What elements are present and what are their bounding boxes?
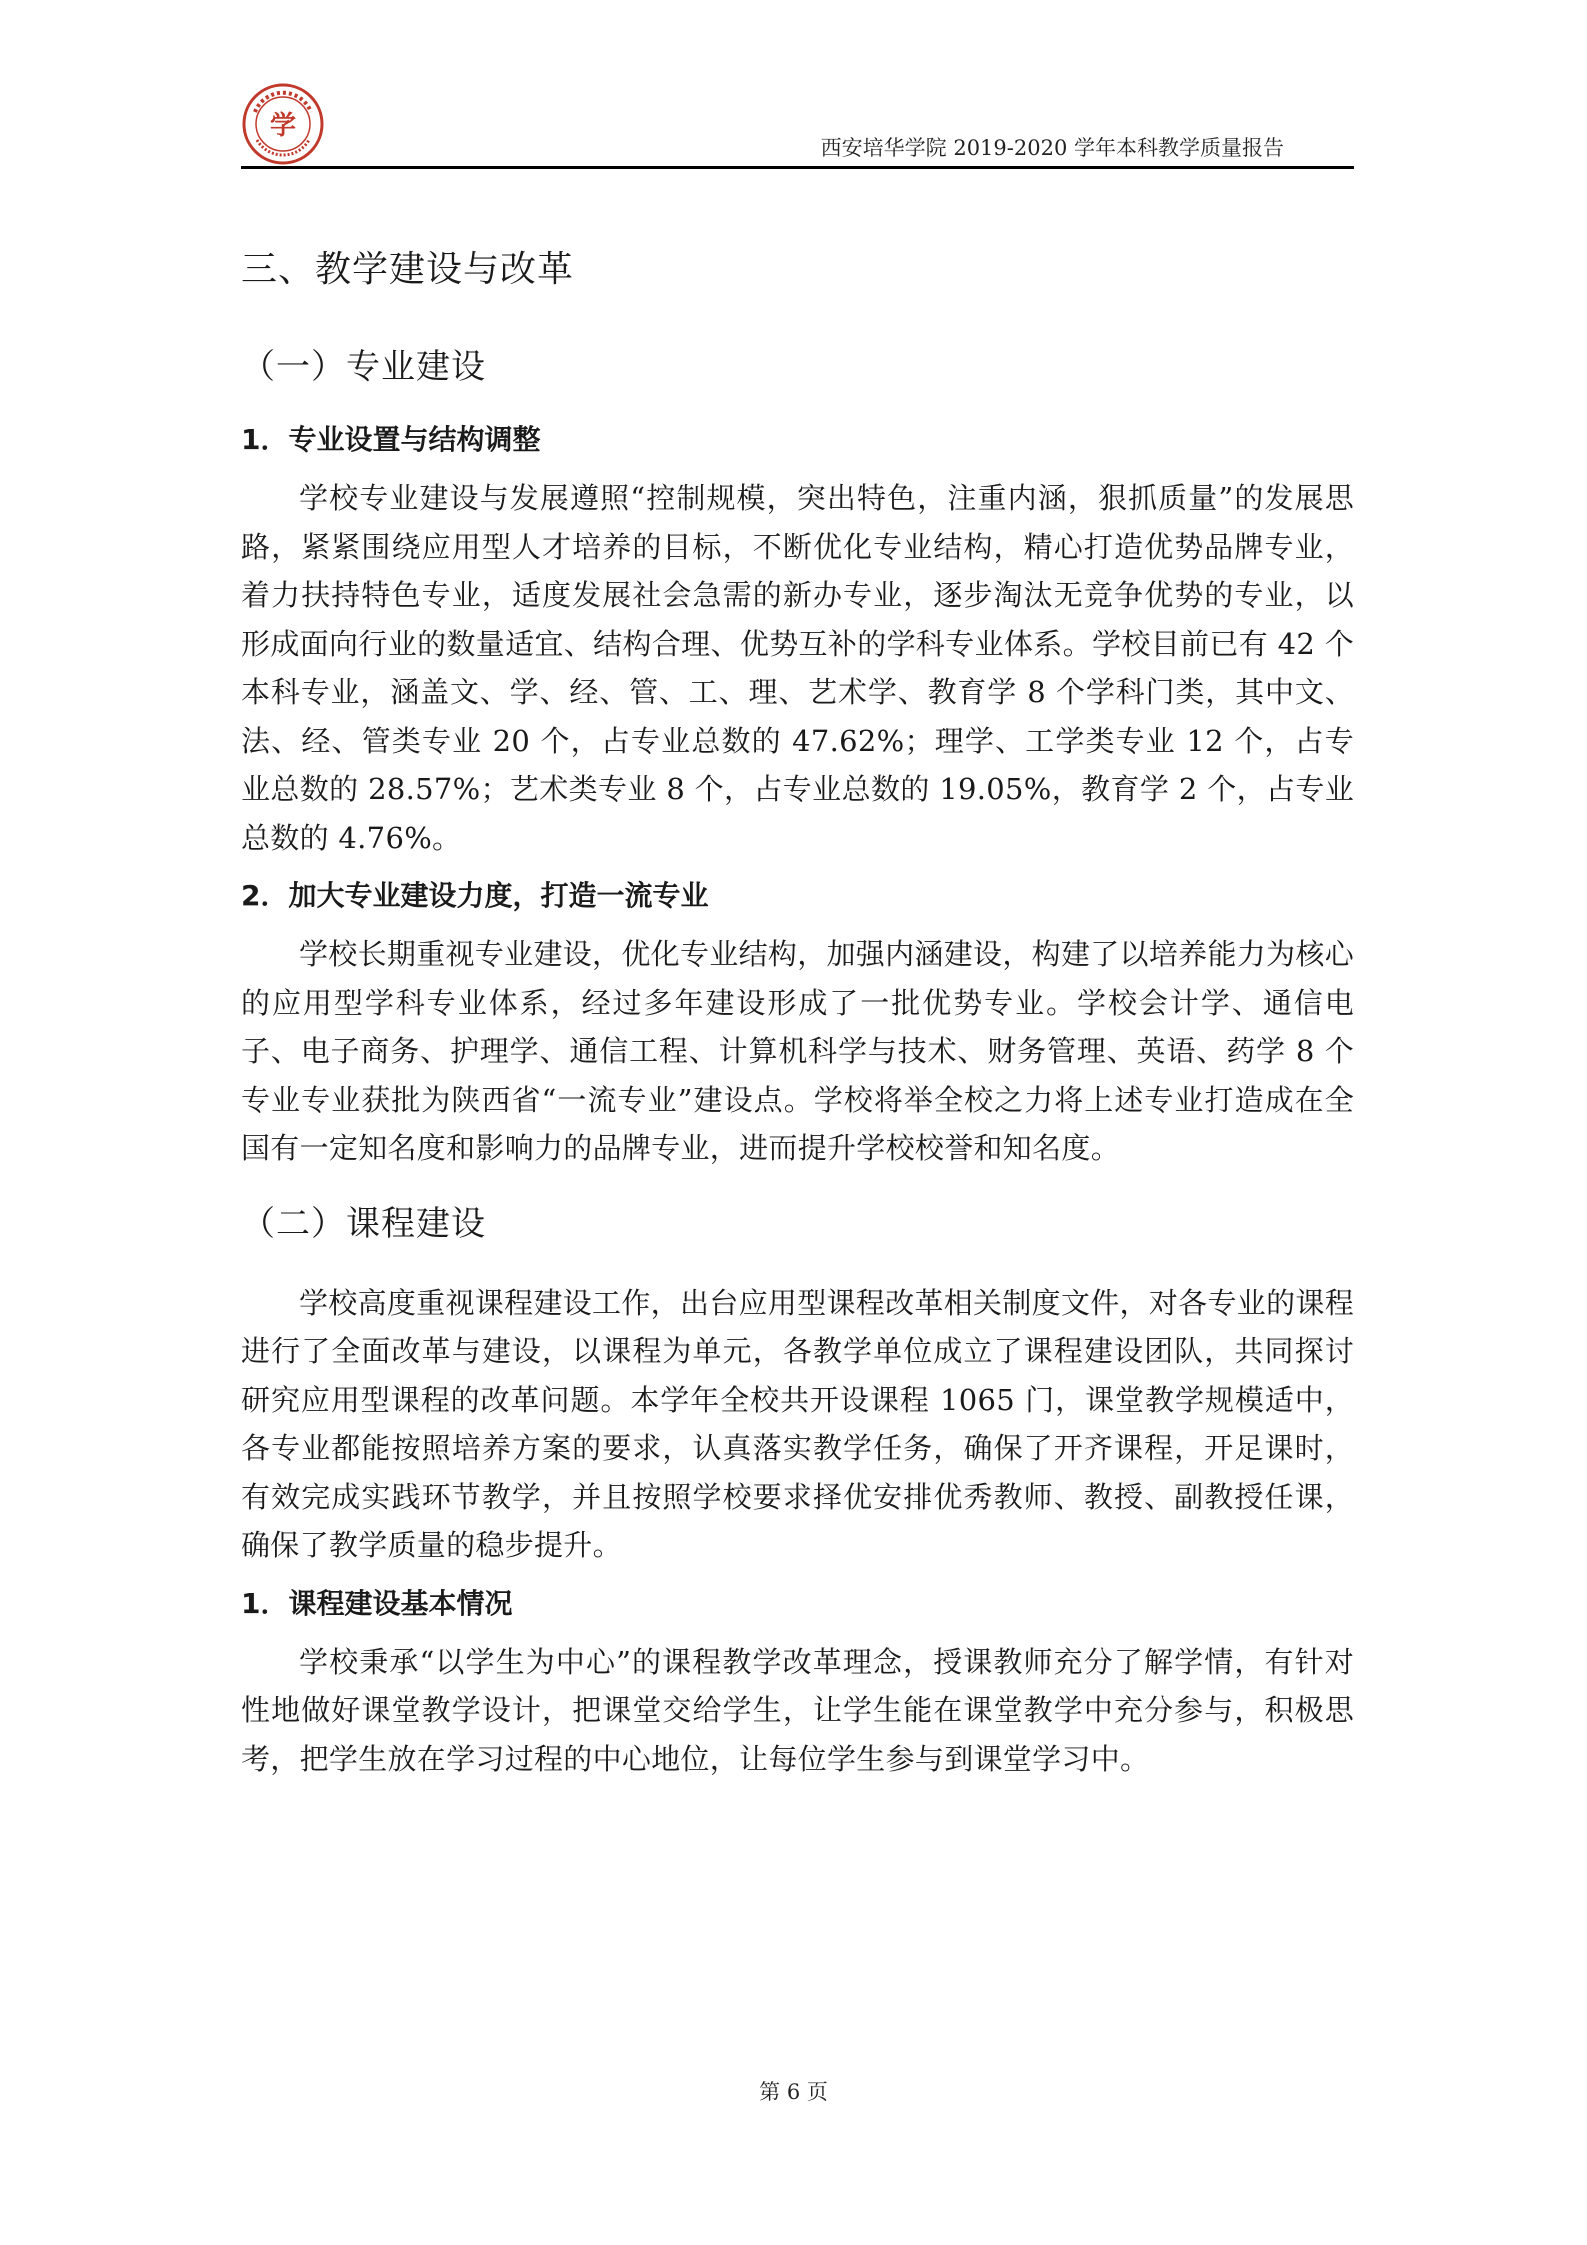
paragraph-course-construction: 学校高度重视课程建设工作，出台应用型课程改革相关制度文件，对各专业的课程进行了全面改革与建设，以课程为单元，各教学单位成立了课程建设团队，共同探讨研究应用型课程的改革问题。本学年全校共开设课程 1065 门，课堂教学规模适中，各专业都能按照培养方案的要求，认真落实教学任务，确保了开齐课程，开足课时，有效完成实践环节教学，并且按照学校要求择优安排优秀教师、教授、副教授任课，确保了教学质量的稳步提升。: [241, 1285, 1354, 1562]
university-seal-logo: [241, 82, 325, 166]
item-title-major-setup: 1．专业设置与结构调整: [241, 423, 541, 456]
subsection-title-course-construction: （二）课程建设: [241, 1203, 486, 1244]
header-divider: [241, 166, 1354, 169]
item-title-course-basics: 1．课程建设基本情况: [241, 1586, 513, 1620]
section-title: 三、教学建设与改革: [241, 249, 575, 290]
page-header: [241, 82, 1354, 170]
paragraph-course-basics: 学校秉承“以学生为中心”的课程教学改革理念，授课教师充分了解学情，有针对性地做好课堂教学设计，把课堂交给学生，让学生能在课堂教学中充分参与，积极思考，把学生放在学习过程的中心地位，让每位学生参与到课堂学习中。: [241, 1644, 1354, 1776]
page-number: 第 6 页: [759, 2080, 828, 2104]
paragraph-first-class-majors: 学校长期重视专业建设，优化专业结构，加强内涵建设，构建了以培养能力为核心的应用型学科专业体系，经过多年建设形成了一批优势专业。学校会计学、通信电子、电子商务、护理学、通信工程、计算机科学与技术、财务管理、英语、药学 8 个专业专业获批为陕西省“一流专业”建设点。学校将举全校之力将上述专业打造成在全国有一定知名度和影响力的品牌专业，进而提升学校校誉和知名度。: [241, 937, 1354, 1165]
item-title-first-class-majors: 2．加大专业建设力度，打造一流专业: [241, 879, 709, 912]
svg-text:学: 学: [269, 111, 297, 141]
report-header-title: 西安培华学院 2019-2020 学年本科教学质量报告: [820, 136, 1284, 160]
subsection-title-major-construction: （一）专业建设: [241, 347, 486, 387]
paragraph-major-setup: 学校专业建设与发展遵照“控制规模，突出特色，注重内涵，狠抓质量”的发展思路，紧紧围绕应用型人才培养的目标，不断优化专业结构，精心打造优势品牌专业，着力扶持特色专业，适度发展社会急需的新办专业，逐步淘汰无竞争优势的专业，以形成面向行业的数量适宜、结构合理、优势互补的学科专业体系。学校目前已有 42 个本科专业，涵盖文、学、经、管、工、理、艺术学、教育学 8 个学科门类，其中文、法、经、管类专业 20 个，占专业总数的 47.62%；理学、工学类专业 12 个，占专业总数的 28.57%；艺术类专业 8 个，占专业总数的 19.05%，教育学 2 个，占专业总数的 4.76%。: [241, 481, 1354, 855]
main-content: [241, 238, 1354, 1783]
